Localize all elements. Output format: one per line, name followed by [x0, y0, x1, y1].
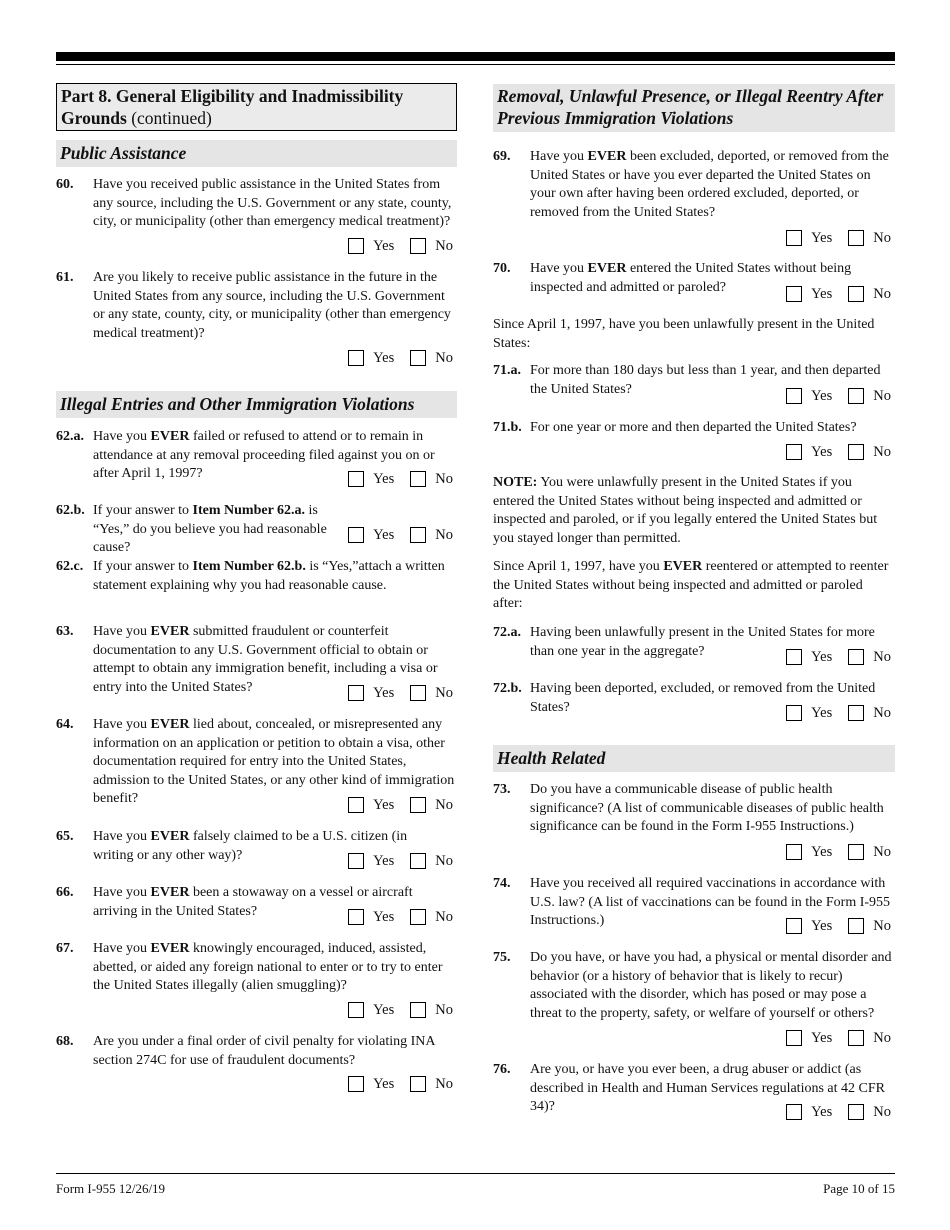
checkbox-63-no[interactable] — [410, 685, 426, 701]
part-title: Part 8. General Eligibility and Inadmissibility Grounds (continued) — [56, 83, 457, 131]
question-70: 70. Have you EVER entered the United States without being inspected and admitted or paroled? Yes No — [493, 261, 891, 302]
question-76: 76. Are you, or have you ever been, a drug abuser or addict (as described in Health and Human Services regulations at 42 CFR 34)? Yes No — [493, 1062, 891, 1120]
checkbox-74-yes[interactable] — [786, 918, 802, 934]
footer-rule — [56, 1173, 895, 1174]
yes-no-62b: Yes No — [348, 526, 453, 545]
since-1997-intro: Since April 1, 1997, have you been unlawfully present in the United States: — [493, 317, 875, 351]
yes-no-61: Yes No — [348, 349, 453, 368]
checkbox-71a-no[interactable] — [848, 388, 864, 404]
yes-no-63: Yes No — [348, 684, 453, 703]
question-62c: 62.c. If your answer to Item Number 62.b. is “Yes,”attach a written statement explaining why you had reasonable cause. — [56, 559, 445, 593]
question-74: 74. Have you received all required vaccinations in accordance with U.S. law? (A list of vaccinations can be found in the Form I-955 Instructions.) Yes No — [493, 876, 891, 934]
yes-no-76: Yes No — [786, 1103, 891, 1122]
checkbox-62a-yes[interactable] — [348, 471, 364, 487]
note-paragraph: NOTE: You were unlawfully present in the United States if you entered the United States without being inspected and admitted or inspected and paroled, or if you legally entered the United States but you stayed longer than permitted. — [493, 475, 878, 546]
checkbox-62b-yes[interactable] — [348, 527, 364, 543]
checkbox-75-yes[interactable] — [786, 1030, 802, 1046]
checkbox-69-no[interactable] — [848, 230, 864, 246]
question-75: 75. Do you have, or have you had, a physical or mental disorder and behavior (or a history of behavior that is likely to recur) associated with the disorder, which has posed or may pose a threat to the property, safety, or welfare of yourself or others? Yes No — [493, 950, 892, 1046]
checkbox-71b-yes[interactable] — [786, 444, 802, 460]
checkbox-69-yes[interactable] — [786, 230, 802, 246]
checkbox-76-no[interactable] — [848, 1104, 864, 1120]
checkbox-65-yes[interactable] — [348, 853, 364, 869]
question-72a: 72.a. Having been unlawfully present in the United States for more than one year in the aggregate? Yes No — [493, 625, 891, 665]
yes-no-71a: Yes No — [786, 387, 891, 406]
yes-no-72b: Yes No — [786, 704, 891, 723]
checkbox-61-yes[interactable] — [348, 350, 364, 366]
top-rule-thin — [56, 64, 895, 65]
checkbox-64-yes[interactable] — [348, 797, 364, 813]
question-63: 63. Have you EVER submitted fraudulent or counterfeit documentation to any U.S. Government official to obtain or attempt to obtain any immigration benefit, including a visa or entry into the United States? Yes No — [56, 624, 453, 701]
question-71a: 71.a. For more than 180 days but less than 1 year, and then departed the United States? Yes No — [493, 363, 891, 404]
checkbox-71a-yes[interactable] — [786, 388, 802, 404]
section-removal: Removal, Unlawful Presence, or Illegal Reentry After Previous Immigration Violations — [493, 84, 895, 132]
checkbox-75-no[interactable] — [848, 1030, 864, 1046]
reentry-intro: Since April 1, 1997, have you EVER reentered or attempted to reenter the United States without being inspected and admitted or paroled after: — [493, 559, 889, 612]
yes-no-64: Yes No — [348, 796, 453, 815]
question-69-text: Have you EVER been excluded, deported, or removed from the United States or have you ever departed the United States on your own after having been ordered excluded, deported, or removed from the United States? — [530, 149, 889, 220]
checkbox-61-no[interactable] — [410, 350, 426, 366]
checkbox-70-no[interactable] — [848, 286, 864, 302]
section-health: Health Related — [493, 745, 895, 772]
question-72b: 72.b. Having been deported, excluded, or removed from the United States? Yes No — [493, 681, 891, 721]
checkbox-67-yes[interactable] — [348, 1002, 364, 1018]
question-71b: 71.b. For one year or more and then departed the United States? Yes No — [493, 420, 891, 460]
yes-no-62a: Yes No — [348, 470, 453, 489]
checkbox-62b-no[interactable] — [410, 527, 426, 543]
top-rule-thick — [56, 52, 895, 61]
checkbox-60-yes[interactable] — [348, 238, 364, 254]
yes-no-71b: Yes No — [786, 443, 891, 462]
checkbox-60-no[interactable] — [410, 238, 426, 254]
question-68: 68. Are you under a final order of civil penalty for violating INA section 274C for use of fraudulent documents? Yes No — [56, 1034, 453, 1092]
checkbox-68-yes[interactable] — [348, 1076, 364, 1092]
question-64: 64. Have you EVER lied about, concealed, or misrepresented any information on an application or petition to obtain a visa, other documentation required for entry into the United States, admission to the United States, or any other kind of immigration benefit? Yes No — [56, 717, 455, 813]
question-69: 69. Have you EVER been excluded, deported, or removed from the United States or have you ever departed the United States on your own after having been ordered excluded, deported, or removed from the United States? Yes No — [493, 148, 895, 222]
checkbox-73-yes[interactable] — [786, 844, 802, 860]
question-73: 73. Do you have a communicable disease of public health significance? (A list of communicable diseases of public health significance can be found in the Form I-955 Instructions.) Yes No — [493, 782, 891, 860]
yes-no-68: Yes No — [348, 1075, 453, 1094]
checkbox-68-no[interactable] — [410, 1076, 426, 1092]
yes-no-72a: Yes No — [786, 648, 891, 667]
checkbox-66-no[interactable] — [410, 909, 426, 925]
yes-no-66: Yes No — [348, 908, 453, 927]
question-67: 67. Have you EVER knowingly encouraged, induced, assisted, abetted, or aided any foreign national to enter or to try to enter the United States illegally (alien smuggling)? Yes No — [56, 941, 453, 1018]
checkbox-64-no[interactable] — [410, 797, 426, 813]
checkbox-73-no[interactable] — [848, 844, 864, 860]
checkbox-72b-no[interactable] — [848, 705, 864, 721]
footer-form-id: Form I-955 12/26/19 — [56, 1181, 166, 1196]
checkbox-66-yes[interactable] — [348, 909, 364, 925]
checkbox-71b-no[interactable] — [848, 444, 864, 460]
yes-no-69: Yes No — [786, 229, 891, 248]
checkbox-74-no[interactable] — [848, 918, 864, 934]
yes-no-60: Yes No — [348, 237, 453, 256]
checkbox-65-no[interactable] — [410, 853, 426, 869]
section-illegal-entries: Illegal Entries and Other Immigration Violations — [56, 391, 457, 418]
yes-no-75: Yes No — [786, 1029, 891, 1048]
yes-no-67: Yes No — [348, 1001, 453, 1020]
checkbox-67-no[interactable] — [410, 1002, 426, 1018]
checkbox-72a-yes[interactable] — [786, 649, 802, 665]
checkbox-76-yes[interactable] — [786, 1104, 802, 1120]
question-61: 61. Are you likely to receive public assistance in the future in the United States from any source, including the U.S. Government or any state, county, city, or municipality (other than emergency medical treatment)? Yes No — [56, 270, 453, 366]
question-65: 65. Have you EVER falsely claimed to be a U.S. citizen (in writing or any other way)? Yes No — [56, 829, 453, 869]
question-60: 60. Have you received public assistance in the United States from any source, including the U.S. Government or any state, county, city, or municipality (other than emergency medical treatment)? Yes No — [56, 177, 453, 254]
checkbox-72a-no[interactable] — [848, 649, 864, 665]
footer-page-number: Page 10 of 15 — [823, 1181, 895, 1196]
checkbox-70-yes[interactable] — [786, 286, 802, 302]
yes-no-65: Yes No — [348, 852, 453, 871]
question-62a: 62.a. Have you EVER failed or refused to attend or to remain in attendance at any removal proceeding filed against you on or after April 1, 1997? Yes No — [56, 429, 453, 487]
yes-no-74: Yes No — [786, 917, 891, 936]
question-66: 66. Have you EVER been a stowaway on a vessel or aircraft arriving in the United States? Yes No — [56, 885, 453, 925]
checkbox-62a-no[interactable] — [410, 471, 426, 487]
section-public-assistance: Public Assistance — [56, 140, 457, 167]
question-62b: 62.b. If your answer to Item Number 62.a. is “Yes,” do you believe you had reasonable cause? Yes No — [56, 503, 453, 556]
checkbox-63-yes[interactable] — [348, 685, 364, 701]
yes-no-70: Yes No — [786, 285, 891, 304]
yes-no-73: Yes No — [786, 843, 891, 862]
checkbox-72b-yes[interactable] — [786, 705, 802, 721]
